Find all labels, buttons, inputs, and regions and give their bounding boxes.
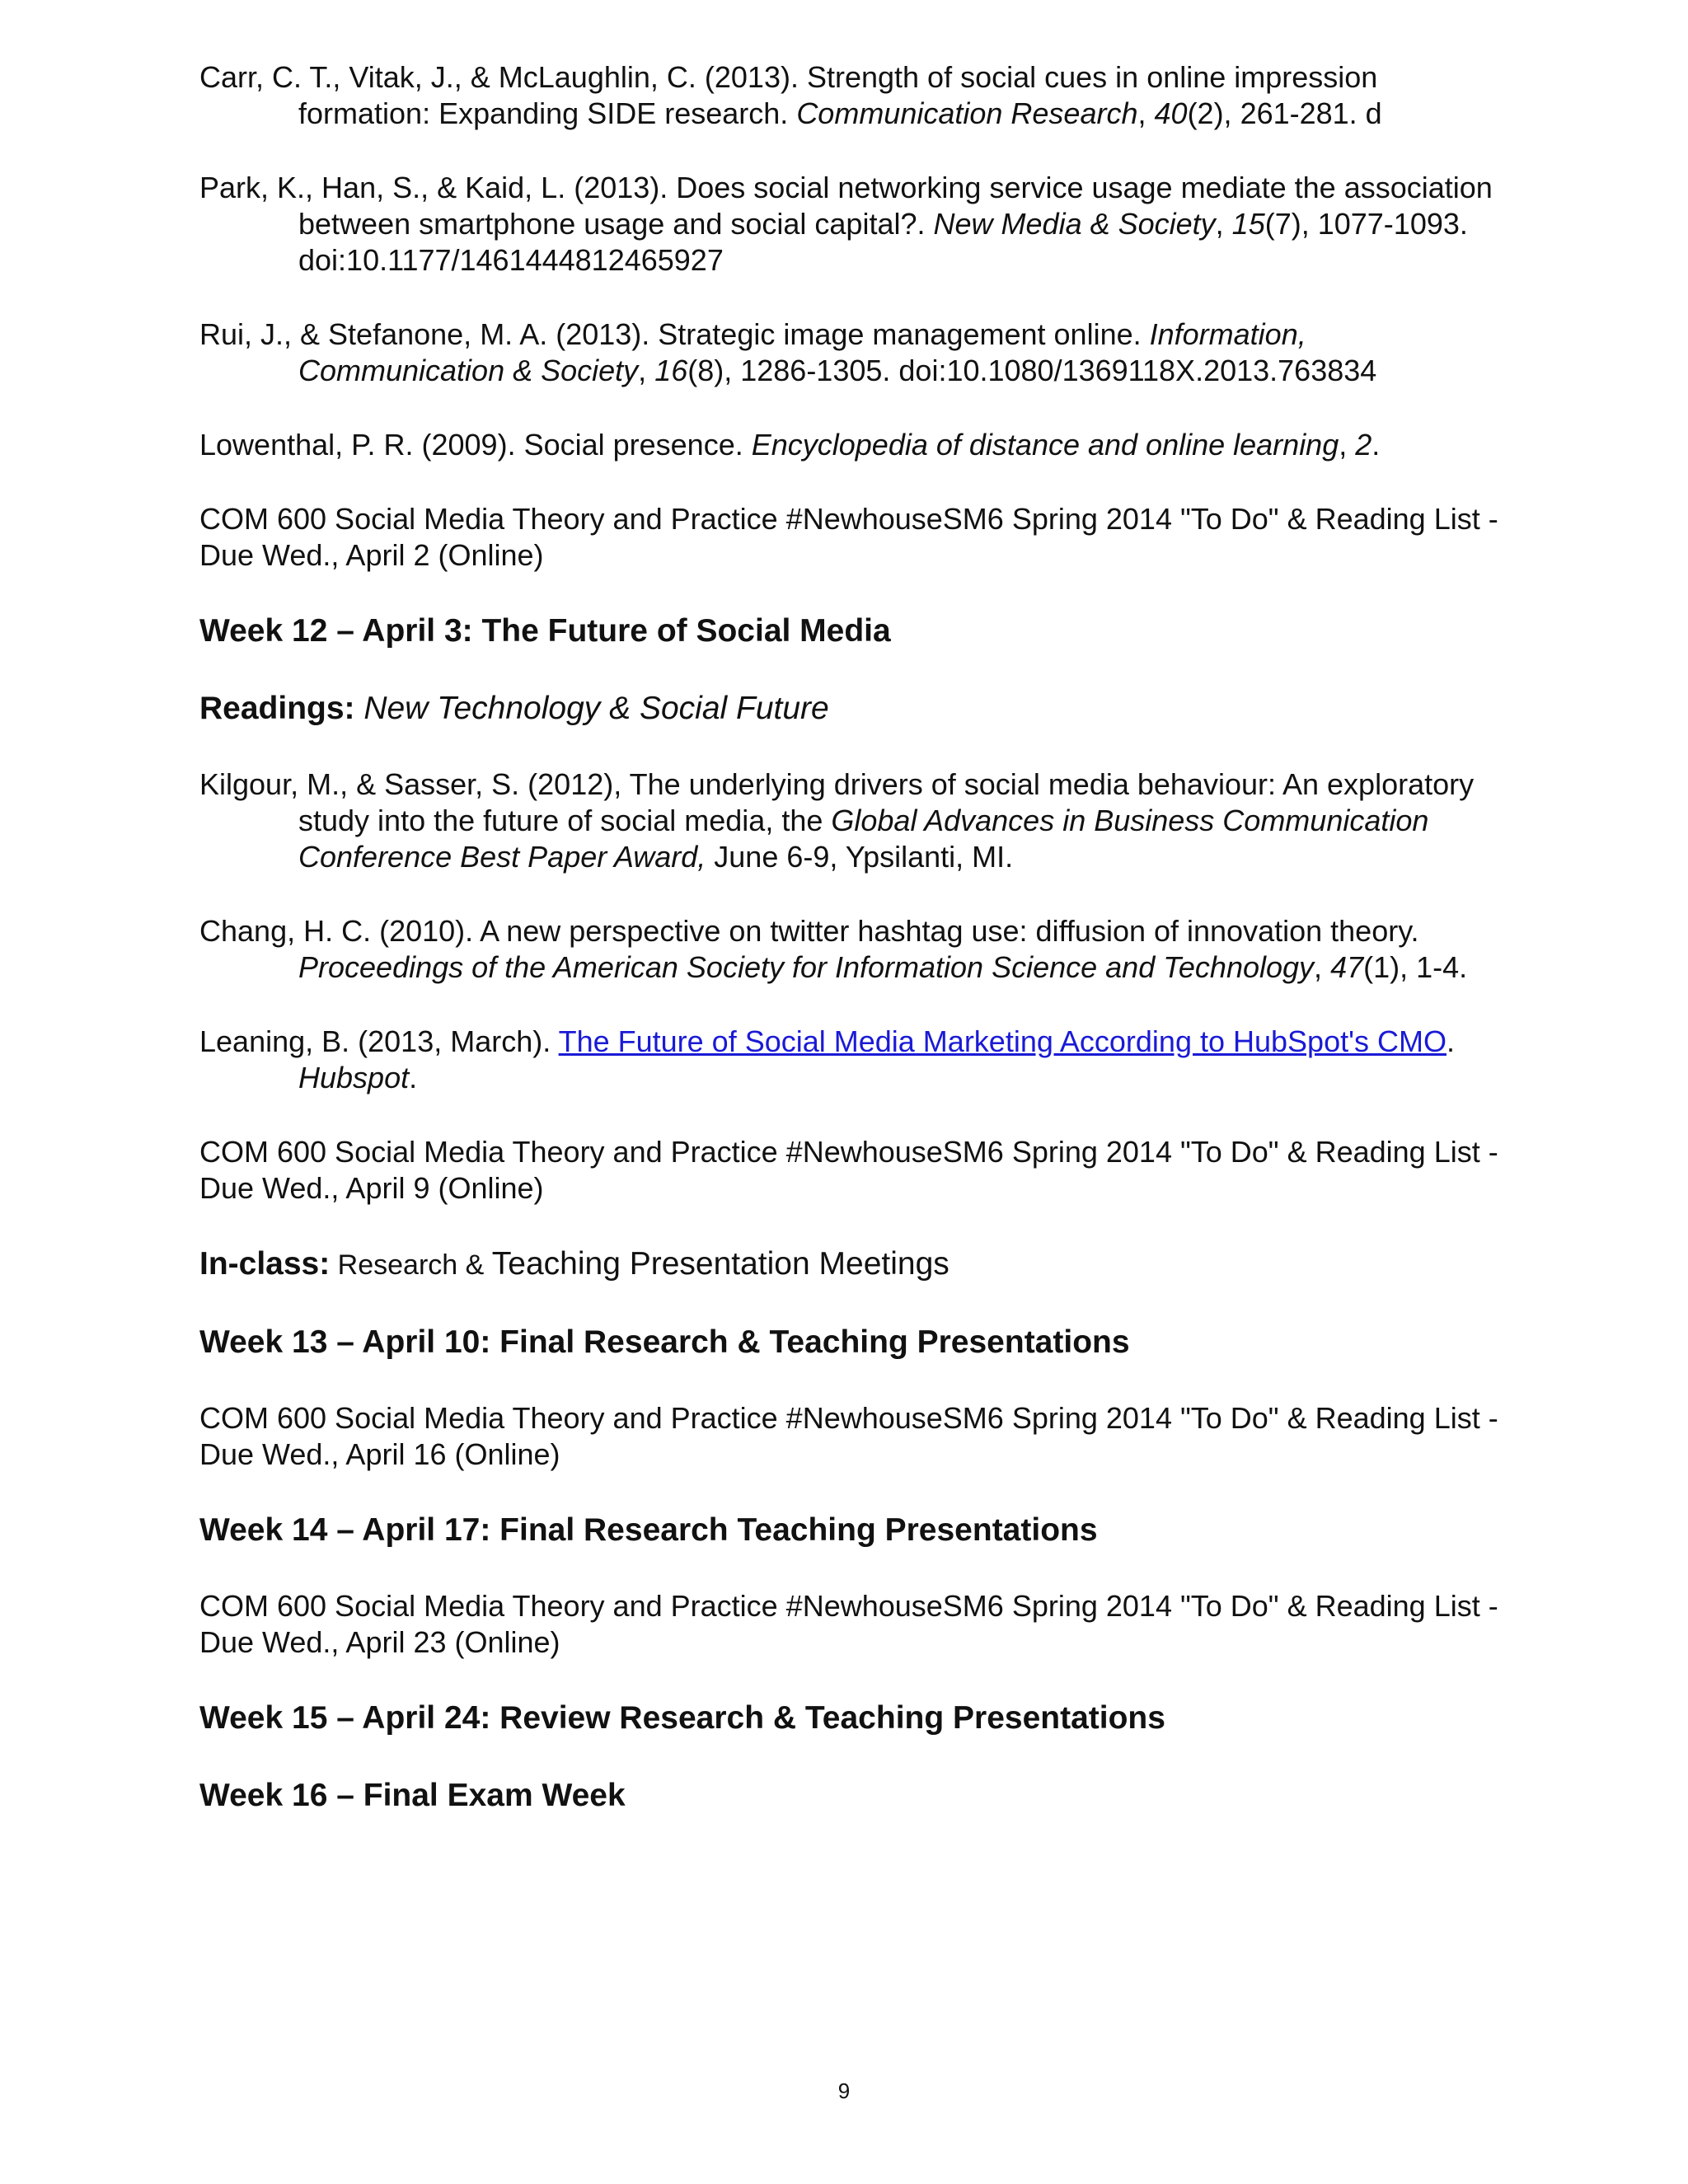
week-13-heading: Week 13 – April 10: Final Research & Teaching Presentations: [199, 1324, 1130, 1360]
reference-rui: Rui, J., & Stefanone, M. A. (2013). Strategic image management online. Information, Communication & Society, 16(8), 1286-1305. doi:10.1080/1369118X.2013.763834: [199, 317, 1377, 387]
readings-title: New Technology & Social Future: [363, 691, 829, 726]
journal-title: Proceedings of the American Society for Information Science and Technology: [298, 950, 1315, 984]
readings-line: [199, 689, 1502, 729]
journal-volume: 15: [1231, 207, 1265, 241]
reference-lowenthal: Lowenthal, P. R. (2009). Social presence. Encyclopedia of distance and online learning, 2.: [199, 428, 1381, 462]
document-page: [199, 59, 1502, 1854]
journal-volume: 47: [1330, 950, 1364, 984]
readings-label: Readings:: [199, 691, 355, 726]
todo-list-april-23: COM 600 Social Media Theory and Practice #NewhouseSM6 Spring 2014 "To Do" & Reading List - Due Wed., April 23 (Online): [199, 1589, 1498, 1659]
todo-list-april-16: COM 600 Social Media Theory and Practice #NewhouseSM6 Spring 2014 "To Do" & Reading List - Due Wed., April 16 (Online): [199, 1401, 1498, 1471]
source-title: Hubspot: [298, 1061, 410, 1094]
journal-title: New Media & Society: [933, 207, 1216, 241]
week-12-heading: Week 12 – April 3: The Future of Social Media: [199, 613, 891, 649]
conference-title: Global Advances in Business Communication Conference Best Paper Award,: [298, 804, 1429, 874]
reference-kilgour: Kilgour, M., & Sasser, S. (2012), The underlying drivers of social media behaviour: An exploratory study into the future of social media, the Global Advances in Business Communication Conference Best Paper Award, June 6-9, Ypsilanti, MI.: [199, 767, 1475, 874]
reference-park: Park, K., Han, S., & Kaid, L. (2013). Does social networking service usage mediate the association between smartphone usage and social capital?. New Media & Society, 15(7), 1077-1093. doi:10.1177/1461444812465927: [199, 171, 1493, 277]
todo-list-april-2: COM 600 Social Media Theory and Practice #NewhouseSM6 Spring 2014 "To Do" & Reading List - Due Wed., April 2 (Online): [199, 502, 1498, 572]
journal-title: Encyclopedia of distance and online learning: [751, 428, 1339, 462]
hubspot-article-link[interactable]: The Future of Social Media Marketing According to HubSpot's CMO: [558, 1024, 1447, 1058]
journal-volume: 40: [1154, 96, 1188, 130]
journal-volume: 16: [654, 354, 688, 387]
inclass-label: In-class:: [199, 1246, 331, 1282]
journal-title: Information, Communication & Society: [298, 317, 1306, 387]
week-15-heading: Week 15 – April 24: Review Research & Teaching Presentations: [199, 1700, 1165, 1736]
reference-leaning: Leaning, B. (2013, March). The Future of Social Media Marketing According to HubSpot's CMO. Hubspot.: [199, 1024, 1455, 1094]
page-number: 9: [837, 2079, 851, 2103]
week-14-heading: Week 14 – April 17: Final Research Teaching Presentations: [199, 1512, 1098, 1548]
week-16-heading: Week 16 – Final Exam Week: [199, 1778, 626, 1813]
inclass-line: In-class: Research & Teaching Presentation Meetings: [199, 1246, 950, 1282]
journal-volume: 2: [1355, 428, 1372, 462]
reference-chang: Chang, H. C. (2010). A new perspective on twitter hashtag use: diffusion of innovation theory. Proceedings of the American Society for Information Science and Technology, 47(1), 1-4.: [199, 914, 1468, 984]
journal-title: Communication Research: [796, 96, 1138, 130]
reference-carr: Carr, C. T., Vitak, J., & McLaughlin, C. (2013). Strength of social cues in online impression formation: Expanding SIDE research. Communication Research, 40(2), 261-281. d: [199, 60, 1382, 130]
todo-list-april-9: COM 600 Social Media Theory and Practice #NewhouseSM6 Spring 2014 "To Do" & Reading List - Due Wed., April 9 (Online): [199, 1135, 1498, 1205]
